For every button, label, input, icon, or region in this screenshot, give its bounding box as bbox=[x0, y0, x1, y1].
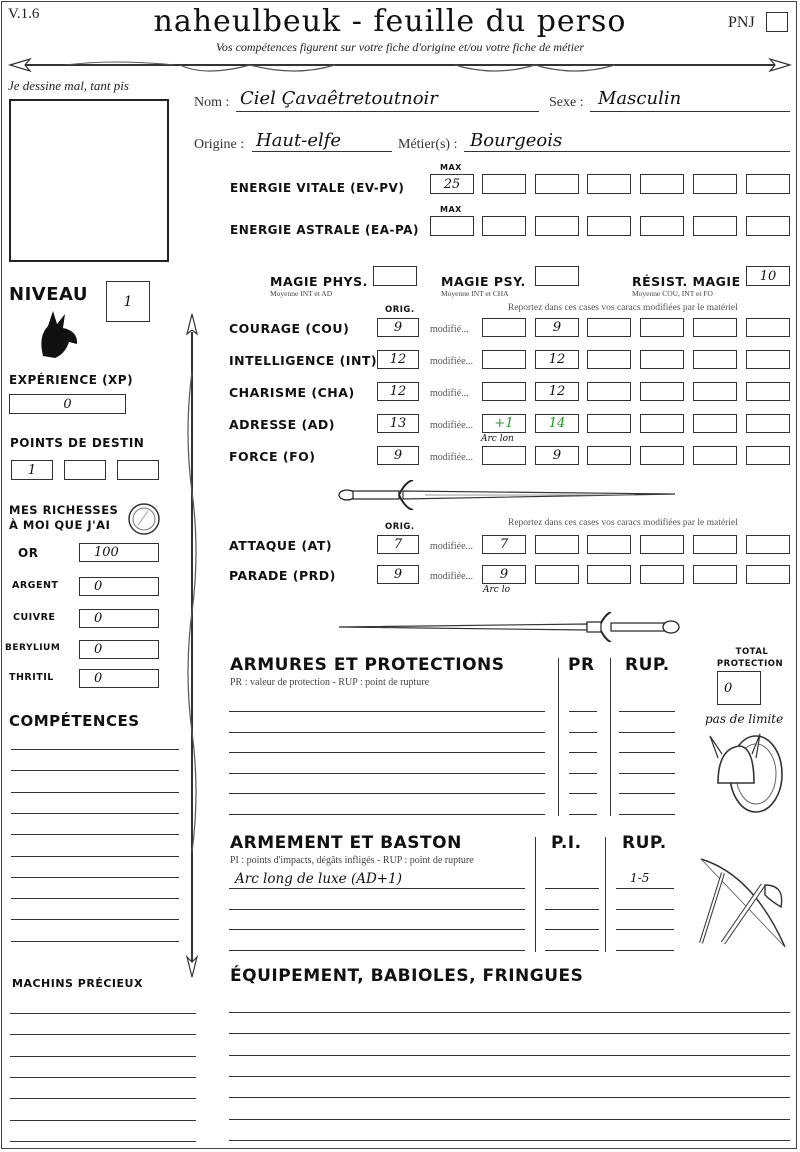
equipement-line[interactable] bbox=[229, 1140, 790, 1141]
carac-mod-box[interactable] bbox=[746, 414, 790, 433]
carac-mod-box[interactable] bbox=[693, 382, 737, 401]
combat-orig-label: ORIG. bbox=[385, 522, 415, 532]
armure-pr-line[interactable] bbox=[569, 814, 597, 815]
carac-mod-box[interactable]: 12 bbox=[535, 382, 579, 401]
machin-line[interactable] bbox=[10, 1013, 196, 1014]
spear-divider-icon bbox=[5, 55, 795, 79]
combat-mod-box[interactable] bbox=[693, 565, 737, 584]
nom-label: Nom : bbox=[194, 95, 230, 110]
carac-mod-box[interactable] bbox=[640, 446, 684, 465]
combat-modif-label: modifiée... bbox=[430, 541, 474, 552]
carac-mod-box[interactable]: 9 bbox=[535, 446, 579, 465]
armure-name-line[interactable] bbox=[229, 732, 545, 733]
armure-name-line[interactable] bbox=[229, 814, 545, 815]
money-box[interactable]: 0 bbox=[79, 640, 159, 659]
magie-phys-box[interactable] bbox=[373, 266, 417, 286]
armure-rup-line[interactable] bbox=[619, 814, 675, 815]
armure-rup-line[interactable] bbox=[619, 793, 675, 794]
armure-name-line[interactable] bbox=[229, 711, 545, 712]
armure-name-line[interactable] bbox=[229, 793, 545, 794]
combat-label: ATTAQUE (AT) bbox=[229, 538, 333, 553]
combat-mod-box[interactable] bbox=[535, 565, 579, 584]
carac-mod-box[interactable] bbox=[587, 350, 631, 369]
arme-pi-line bbox=[545, 929, 599, 930]
competence-line[interactable] bbox=[11, 877, 179, 878]
equipement-line[interactable] bbox=[229, 1012, 790, 1013]
armement-col-pi: P.I. bbox=[551, 833, 582, 853]
machin-line[interactable] bbox=[10, 1098, 196, 1099]
armure-rup-line[interactable] bbox=[619, 773, 675, 774]
arme-rup[interactable]: 1-5 bbox=[630, 871, 650, 885]
competence-line[interactable] bbox=[11, 813, 179, 814]
armure-pr-line[interactable] bbox=[569, 711, 597, 712]
resist-magie-label: RÉSIST. MAGIE bbox=[632, 274, 741, 289]
pnj-checkbox[interactable] bbox=[766, 12, 788, 32]
machin-line[interactable] bbox=[10, 1077, 196, 1078]
combat-mod-box[interactable] bbox=[746, 535, 790, 554]
carac-orig-box[interactable]: 12 bbox=[377, 382, 419, 401]
armures-col-pr: PR bbox=[568, 655, 595, 675]
pnj-label: PNJ bbox=[728, 14, 755, 31]
money-label: THRITIL bbox=[9, 672, 54, 683]
competence-line[interactable] bbox=[11, 898, 179, 899]
dragon-icon bbox=[33, 306, 83, 364]
arme-name[interactable]: Arc long de luxe (AD+1) bbox=[235, 871, 402, 887]
combat-label: PARADE (PRD) bbox=[229, 568, 336, 583]
magie-phys-note: Moyenne INT et AD bbox=[270, 289, 333, 298]
carac-mod-box[interactable] bbox=[640, 382, 684, 401]
equipement-title: ÉQUIPEMENT, BABIOLES, FRINGUES bbox=[230, 966, 584, 986]
magie-psy-note: Moyenne INT et CHA bbox=[441, 289, 509, 298]
richesses-label-1: MES RICHESSES bbox=[9, 503, 119, 517]
armement-note: PI : points d'impacts, dégâts infligés - RUP : point de rupture bbox=[230, 855, 474, 866]
carac-mod-box[interactable] bbox=[640, 414, 684, 433]
caracs-report-note: Reportez dans ces cases vos caracs modifiées par le matériel bbox=[508, 303, 738, 313]
carac-modif-label: modifiée... bbox=[430, 420, 474, 431]
origine-label: Origine : bbox=[194, 137, 245, 152]
competence-line[interactable] bbox=[11, 941, 179, 942]
carac-mod-box[interactable]: +1 bbox=[482, 414, 526, 433]
armement-title: ARMEMENT ET BASTON bbox=[230, 833, 462, 853]
carac-label: COURAGE (COU) bbox=[229, 321, 350, 336]
niveau-box[interactable]: 1 bbox=[106, 281, 150, 322]
combat-orig-box[interactable]: 7 bbox=[377, 535, 419, 554]
arme-name-line bbox=[229, 929, 525, 930]
arme-name-line bbox=[229, 950, 525, 951]
carac-mod-box[interactable] bbox=[640, 350, 684, 369]
combat-mod-box[interactable]: 9 bbox=[482, 565, 526, 584]
equipement-line[interactable] bbox=[229, 1076, 790, 1077]
carac-mod-box[interactable] bbox=[482, 318, 526, 337]
money-box[interactable]: 0 bbox=[79, 669, 159, 688]
total-protection-note: pas de limite bbox=[705, 712, 784, 726]
equipement-line[interactable] bbox=[229, 1055, 790, 1056]
carac-mod-box[interactable] bbox=[587, 318, 631, 337]
destin-box-2[interactable] bbox=[64, 460, 106, 480]
arme-pi-line bbox=[545, 950, 599, 951]
carac-orig-box[interactable]: 9 bbox=[377, 318, 419, 337]
page-subtitle: Vos compétences figurent sur votre fiche d'origine et/ou votre fiche de métier bbox=[215, 40, 585, 54]
sword-icon bbox=[335, 480, 685, 510]
portrait-caption: Je dessine mal, tant pis bbox=[8, 78, 129, 93]
money-box[interactable]: 100 bbox=[79, 543, 159, 562]
machin-line[interactable] bbox=[10, 1056, 196, 1057]
carac-mod-box[interactable] bbox=[693, 350, 737, 369]
xp-label: EXPÉRIENCE (XP) bbox=[9, 373, 134, 387]
competence-line[interactable] bbox=[11, 792, 179, 793]
competence-line[interactable] bbox=[11, 856, 179, 857]
carac-mod-box[interactable]: 12 bbox=[535, 350, 579, 369]
version-label: V.1.6 bbox=[8, 6, 40, 22]
ev-max-label: MAX bbox=[440, 163, 462, 172]
armure-rup-line[interactable] bbox=[619, 732, 675, 733]
magie-psy-box[interactable] bbox=[535, 266, 579, 286]
combat-mod-box[interactable] bbox=[640, 565, 684, 584]
equipement-line[interactable] bbox=[229, 1119, 790, 1120]
page-title: naheulbeuk - feuille du perso bbox=[153, 4, 627, 39]
machin-line[interactable] bbox=[10, 1120, 196, 1121]
combat-mod-box[interactable] bbox=[746, 565, 790, 584]
carac-mod-box[interactable]: 14 bbox=[535, 414, 579, 433]
carac-mod-box[interactable] bbox=[587, 382, 631, 401]
arme-rup-line bbox=[616, 929, 674, 930]
coin-icon bbox=[126, 501, 162, 537]
armures-title: ARMURES ET PROTECTIONS bbox=[230, 655, 505, 675]
money-box[interactable]: 0 bbox=[79, 609, 159, 628]
ev-box[interactable] bbox=[587, 174, 631, 194]
metier-label: Métier(s) : bbox=[398, 137, 458, 152]
carac-mod-box[interactable] bbox=[482, 382, 526, 401]
combat-mod-box[interactable] bbox=[587, 565, 631, 584]
carac-mod-box[interactable] bbox=[693, 414, 737, 433]
ev-box[interactable] bbox=[535, 174, 579, 194]
carac-orig-box[interactable]: 13 bbox=[377, 414, 419, 433]
carac-mod-box[interactable]: 9 bbox=[535, 318, 579, 337]
armure-pr-line[interactable] bbox=[569, 793, 597, 794]
portrait-box[interactable] bbox=[9, 99, 169, 262]
spear-vertical-icon bbox=[180, 312, 204, 980]
combat-mod-box[interactable] bbox=[535, 535, 579, 554]
resist-magie-box[interactable]: 10 bbox=[746, 266, 790, 286]
machin-line[interactable] bbox=[10, 1141, 196, 1142]
money-label: CUIVRE bbox=[13, 612, 56, 623]
ea-box[interactable] bbox=[587, 216, 631, 236]
equipement-line[interactable] bbox=[229, 1097, 790, 1098]
arme-rup-line bbox=[616, 888, 674, 889]
money-label: BERYLIUM bbox=[5, 643, 61, 653]
niveau-label: NIVEAU bbox=[9, 284, 88, 305]
ev-box[interactable]: 25 bbox=[430, 174, 474, 194]
sword-icon bbox=[337, 612, 682, 642]
carac-modif-label: modifié... bbox=[430, 324, 469, 335]
carac-mod-box[interactable] bbox=[693, 318, 737, 337]
combat-mod-box[interactable] bbox=[587, 535, 631, 554]
xp-box[interactable]: 0 bbox=[9, 394, 126, 414]
carac-modif-label: modifiée... bbox=[430, 356, 474, 367]
crossed-weapons-icon bbox=[693, 855, 791, 953]
machins-label: MACHINS PRÉCIEUX bbox=[12, 977, 143, 990]
magie-phys-label: MAGIE PHYS. bbox=[270, 274, 368, 289]
armure-rup-line[interactable] bbox=[619, 711, 675, 712]
armures-col-rup: RUP. bbox=[625, 655, 670, 675]
carac-orig-box[interactable]: 12 bbox=[377, 350, 419, 369]
carac-mod-box[interactable] bbox=[640, 318, 684, 337]
carac-mod-box[interactable] bbox=[746, 446, 790, 465]
destin-box-1[interactable]: 1 bbox=[11, 460, 53, 480]
money-label: ARGENT bbox=[12, 580, 59, 591]
arme-pi-line bbox=[545, 909, 599, 910]
combat-modif-label: modifiée... bbox=[430, 571, 474, 582]
combat-report-note: Reportez dans ces cases vos caracs modifiées par le matériel bbox=[508, 518, 738, 528]
combat-orig-box[interactable]: 9 bbox=[377, 565, 419, 584]
caracs-orig-label: ORIG. bbox=[385, 305, 415, 315]
ea-box[interactable] bbox=[482, 216, 526, 236]
armure-rup-line[interactable] bbox=[619, 752, 675, 753]
resist-magie-note: Moyenne COU, INT et FO bbox=[632, 289, 713, 298]
carac-modif-label: modifié... bbox=[430, 388, 469, 399]
arme-rup-line bbox=[616, 909, 674, 910]
ev-label: ENERGIE VITALE (EV-PV) bbox=[230, 181, 405, 195]
carac-label: FORCE (FO) bbox=[229, 449, 316, 464]
competence-line[interactable] bbox=[11, 770, 179, 771]
combat-mod-box[interactable] bbox=[640, 535, 684, 554]
total-protection-label-2: PROTECTION bbox=[716, 659, 784, 669]
competence-line[interactable] bbox=[11, 749, 179, 750]
richesses-label-2: À MOI QUE J'AI bbox=[9, 518, 111, 532]
competence-line[interactable] bbox=[11, 834, 179, 835]
ev-box[interactable] bbox=[693, 174, 737, 194]
carac-modif-label: modifiée... bbox=[430, 452, 474, 463]
armure-pr-line[interactable] bbox=[569, 773, 597, 774]
arme-name-line bbox=[229, 909, 525, 910]
total-protection-label-1: TOTAL bbox=[735, 647, 769, 657]
carac-mod-box[interactable] bbox=[587, 414, 631, 433]
armement-col-rup: RUP. bbox=[622, 833, 667, 853]
combat-note: Arc lo bbox=[483, 585, 510, 595]
destin-box-3[interactable] bbox=[117, 460, 159, 480]
carac-label: CHARISME (CHA) bbox=[229, 385, 355, 400]
nom-field[interactable]: Ciel Çavaêtretoutnoir bbox=[240, 88, 438, 109]
carac-label: INTELLIGENCE (INT) bbox=[229, 353, 378, 368]
carac-mod-box[interactable] bbox=[746, 318, 790, 337]
armures-note: PR : valeur de protection - RUP : point de rupture bbox=[230, 677, 430, 688]
combat-mod-box[interactable] bbox=[693, 535, 737, 554]
carac-mod-box[interactable] bbox=[693, 446, 737, 465]
ea-box[interactable] bbox=[430, 216, 474, 236]
carac-note: Arc lon bbox=[481, 434, 514, 444]
armure-name-line[interactable] bbox=[229, 773, 545, 774]
ev-box[interactable] bbox=[482, 174, 526, 194]
armure-name-line[interactable] bbox=[229, 752, 545, 753]
money-box[interactable]: 0 bbox=[79, 577, 159, 596]
ea-box[interactable] bbox=[535, 216, 579, 236]
money-label: OR bbox=[18, 546, 39, 560]
carac-mod-box[interactable] bbox=[587, 446, 631, 465]
origine-field[interactable]: Haut-elfe bbox=[256, 130, 342, 151]
sexe-label: Sexe : bbox=[549, 95, 584, 110]
ea-max-label: MAX bbox=[440, 205, 462, 214]
ea-box[interactable] bbox=[746, 216, 790, 236]
arme-pi-line bbox=[545, 888, 599, 889]
carac-mod-box[interactable] bbox=[482, 350, 526, 369]
carac-label: ADRESSE (AD) bbox=[229, 417, 336, 432]
combat-mod-box[interactable]: 7 bbox=[482, 535, 526, 554]
machin-line[interactable] bbox=[10, 1034, 196, 1035]
ev-box[interactable] bbox=[640, 174, 684, 194]
carac-mod-box[interactable] bbox=[746, 350, 790, 369]
helmet-shield-icon bbox=[708, 728, 790, 818]
arme-rup-line bbox=[616, 950, 674, 951]
competence-line[interactable] bbox=[11, 919, 179, 920]
magie-psy-label: MAGIE PSY. bbox=[441, 274, 526, 289]
carac-orig-box[interactable]: 9 bbox=[377, 446, 419, 465]
ea-label: ENERGIE ASTRALE (EA-PA) bbox=[230, 223, 419, 237]
ev-box[interactable] bbox=[746, 174, 790, 194]
total-protection-box[interactable]: 0 bbox=[717, 671, 761, 705]
ea-box[interactable] bbox=[693, 216, 737, 236]
armure-pr-line[interactable] bbox=[569, 752, 597, 753]
sexe-field[interactable]: Masculin bbox=[598, 88, 682, 109]
equipement-line[interactable] bbox=[229, 1033, 790, 1034]
armure-pr-line[interactable] bbox=[569, 732, 597, 733]
metier-field[interactable]: Bourgeois bbox=[470, 130, 563, 151]
carac-mod-box[interactable] bbox=[482, 446, 526, 465]
arme-name-line bbox=[229, 888, 525, 889]
ea-box[interactable] bbox=[640, 216, 684, 236]
competences-label: COMPÉTENCES bbox=[9, 712, 140, 730]
carac-mod-box[interactable] bbox=[746, 382, 790, 401]
destin-label: POINTS DE DESTIN bbox=[10, 436, 145, 450]
